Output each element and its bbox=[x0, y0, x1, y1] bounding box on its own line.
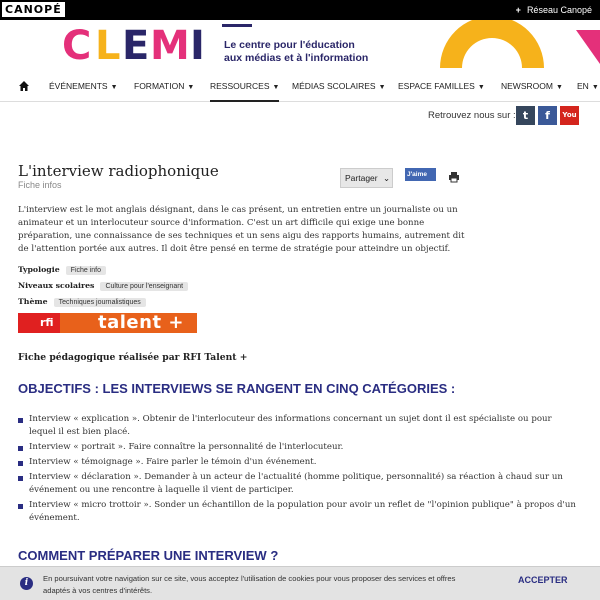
heading-preparer: COMMENT PRÉPARER UNE INTERVIEW ? bbox=[18, 548, 279, 563]
list-item: Interview « explication ». Obtenir de l'interlocuteur des informations concernant un sujet dont il est spécialiste ou pour lequel il est bien placé. bbox=[18, 413, 578, 439]
nav-ressources[interactable] bbox=[210, 80, 279, 102]
rfi-logo: rfi bbox=[18, 313, 60, 333]
reseau-canope-link[interactable] bbox=[516, 3, 592, 17]
nav-language-label: EN bbox=[577, 81, 589, 91]
chevron-down-icon: ▼ bbox=[378, 84, 386, 91]
tag-culture-enseignant[interactable]: Culture pour l'enseignant bbox=[100, 282, 188, 291]
tagline-line-2: aux médias et à l'information bbox=[224, 52, 369, 64]
meta-label: Niveaux scolaires bbox=[18, 281, 95, 290]
plus-icon: + bbox=[515, 5, 521, 15]
facebook-like-button[interactable] bbox=[405, 168, 436, 181]
cookie-text: En poursuivant votre navigation sur ce site, vous acceptez l'utilisation de cookies pour vous proposer des services et offres adaptés à vos centres d'intérêts. bbox=[43, 574, 456, 595]
chevron-down-icon: ▼ bbox=[187, 84, 195, 91]
reseau-canope-label: Réseau Canopé bbox=[526, 5, 592, 15]
accept-cookies-button[interactable]: ACCEPTER bbox=[518, 575, 568, 585]
chevron-down-icon: ⌄ bbox=[382, 173, 391, 183]
article-intro: L'interview est le mot anglais désignant, dans le cas présent, un entretien entre un journaliste ou un animateur et un interlocuteur source d'information. C'est un art difficile qui exige une bonne préparation, une connaissance de ses techniques et un sens aigu des rapports humains, autrement dit de l'attention portée aux autres. Il doit être pensé en terme de stratégie pour atteindre un objectif. bbox=[18, 205, 465, 254]
chevron-down-icon: ▼ bbox=[272, 84, 280, 91]
meta-niveaux bbox=[18, 281, 188, 291]
home-icon[interactable] bbox=[18, 80, 30, 92]
nav-formation-label: FORMATION bbox=[134, 81, 185, 91]
logo-letter-e: E bbox=[122, 23, 150, 69]
chevron-down-icon: ▼ bbox=[110, 84, 118, 91]
tumblr-icon[interactable]: t bbox=[516, 106, 535, 125]
page-title: L'interview radiophonique bbox=[18, 162, 219, 180]
categories-list bbox=[18, 413, 578, 527]
nav-formation[interactable] bbox=[134, 80, 194, 94]
nav-language[interactable] bbox=[577, 80, 599, 94]
nav-medias-scolaires[interactable] bbox=[292, 80, 386, 94]
tag-fiche-info[interactable]: Fiche info bbox=[66, 266, 106, 275]
social-label: Retrouvez nous sur : bbox=[428, 110, 516, 121]
nav-medias-scolaires-label: MÉDIAS SCOLAIRES bbox=[292, 81, 376, 91]
list-item: Interview « déclaration ». Demander à un acteur de l'actualité (homme politique, personnalité) sa réaction à chaud sur un événement ou une rencontre à laquelle il vient de participer. bbox=[18, 471, 578, 497]
chevron-down-icon: ▼ bbox=[555, 84, 563, 91]
nav-newsroom-label: NEWSROOM bbox=[501, 81, 553, 91]
page-subtitle: Fiche infos bbox=[18, 180, 62, 190]
talent-plus-logo: talent + bbox=[98, 313, 184, 333]
meta-label: Typologie bbox=[18, 265, 60, 274]
logo-letter-i: I bbox=[190, 23, 205, 69]
share-label: Partager bbox=[345, 173, 378, 183]
nav-ressources-label: RESSOURCES bbox=[210, 81, 270, 91]
heading-objectifs: OBJECTIFS : LES INTERVIEWS SE RANGENT EN CINQ CATÉGORIES : bbox=[18, 381, 456, 396]
list-item: Interview « témoignage ». Faire parler le témoin d'un événement. bbox=[18, 456, 578, 469]
meta-theme bbox=[18, 297, 146, 307]
print-icon[interactable] bbox=[448, 171, 460, 183]
chevron-down-icon: ▼ bbox=[477, 84, 485, 91]
tag-techniques-journalistiques[interactable]: Techniques journalistiques bbox=[54, 298, 146, 307]
canope-logo[interactable]: CANOPÉ bbox=[2, 2, 65, 17]
nav-evenements-label: ÉVÉNEMENTS bbox=[49, 81, 108, 91]
share-button[interactable] bbox=[340, 168, 393, 188]
info-icon: i bbox=[20, 577, 33, 590]
meta-typologie bbox=[18, 265, 106, 275]
rfi-talent-banner bbox=[18, 313, 197, 333]
fiche-credit: Fiche pédagogique réalisée par RFI Talent + bbox=[18, 352, 248, 363]
meta-label: Thème bbox=[18, 297, 48, 306]
pink-triangle-shape bbox=[576, 30, 600, 64]
nav-espace-familles[interactable] bbox=[398, 80, 485, 94]
nav-evenements[interactable] bbox=[49, 80, 118, 94]
nav-espace-familles-label: ESPACE FAMILLES bbox=[398, 81, 475, 91]
yellow-arc-shape bbox=[440, 20, 544, 68]
nav-newsroom[interactable] bbox=[501, 80, 563, 94]
list-item: Interview « portrait ». Faire connaître la personnalité de l'interlocuteur. bbox=[18, 441, 578, 454]
tagline-line-1: Le centre pour l'éducation bbox=[224, 39, 355, 51]
logo-letter-l: L bbox=[95, 23, 121, 69]
logo-letter-m: M bbox=[150, 23, 190, 69]
like-label: J'aime bbox=[407, 171, 427, 178]
main-nav bbox=[0, 70, 600, 102]
site-header bbox=[0, 20, 600, 70]
facebook-icon[interactable]: f bbox=[538, 106, 557, 125]
logo-letter-c: C bbox=[62, 23, 92, 69]
youtube-icon[interactable]: You bbox=[560, 106, 579, 125]
cookie-banner bbox=[0, 566, 600, 600]
list-item: Interview « micro trottoir ». Sonder un échantillon de la population pour avoir un reflet de "l'opinion publique" à propos d'un événement. bbox=[18, 499, 578, 525]
decorative-shapes bbox=[0, 20, 600, 70]
top-bar bbox=[0, 0, 600, 20]
chevron-down-icon: ▼ bbox=[591, 84, 599, 91]
